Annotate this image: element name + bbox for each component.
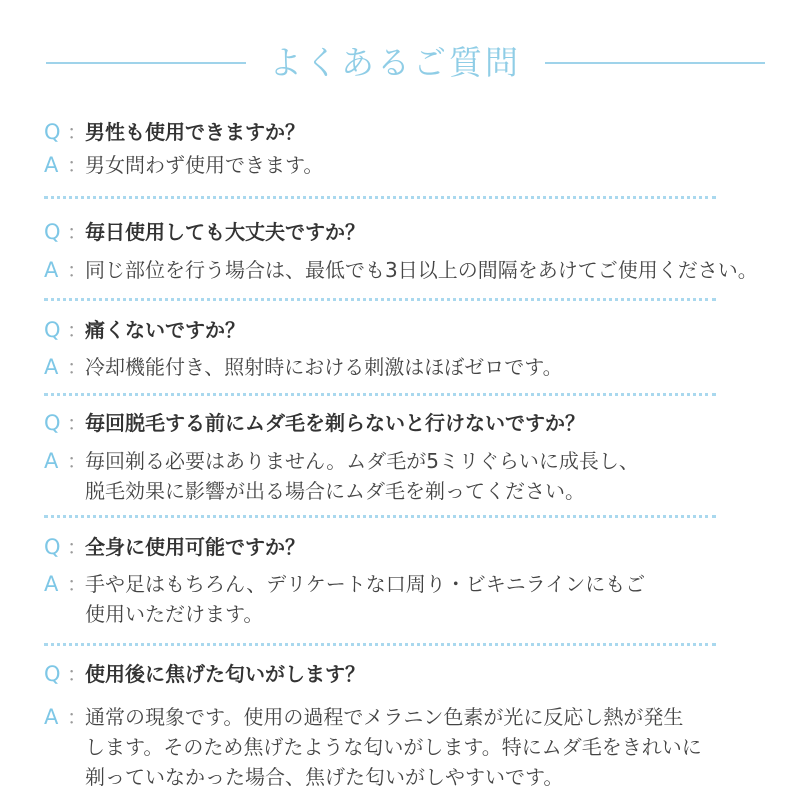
answer-colon: ： [67, 153, 87, 177]
question-marker: Q [44, 411, 61, 435]
question-text: 毎日使用しても大丈夫ですか？ [85, 220, 365, 244]
question-text: 使用後に焦げた匂いがします？ [85, 662, 365, 686]
question-text: 全身に使用可能ですか？ [85, 535, 305, 559]
question-colon: ： [67, 120, 87, 144]
answer-marker: A [44, 355, 59, 379]
question-text: 男性も使用できますか？ [85, 120, 305, 144]
dotted-divider [44, 196, 716, 199]
answer-text: 毎回剃る必要はありません。ムダ毛が5ミリぐらいに成長し、 脱毛効果に影響が出る場合にムダ毛を剃ってください。 [85, 449, 639, 503]
faq-header [0, 38, 800, 88]
answer-colon: ： [67, 355, 87, 379]
question-colon: ： [67, 535, 87, 559]
header-right-rule [545, 62, 765, 64]
dotted-divider [44, 393, 716, 396]
question-marker: Q [44, 662, 61, 686]
question-marker: Q [44, 318, 61, 342]
dotted-divider [44, 298, 716, 301]
answer-marker: A [44, 449, 59, 473]
page-title: よくあるご質問 [269, 43, 521, 82]
answer-text: 通常の現象です。使用の過程でメラニン色素が光に反応し熱が発生 します。そのため焦げたような匂いがします。特にムダ毛をきれいに 剃っていなかった場合、焦げた匂いがしやすいです。 [85, 705, 702, 789]
answer-marker: A [44, 705, 59, 729]
answer-marker: A [44, 153, 59, 177]
header-left-rule [46, 62, 246, 64]
dotted-divider [44, 643, 716, 646]
answer-text: 男女問わず使用できます。 [85, 153, 324, 177]
question-marker: Q [44, 220, 61, 244]
answer-colon: ： [67, 705, 87, 729]
answer-colon: ： [67, 258, 87, 282]
question-colon: ： [67, 411, 87, 435]
question-text: 毎回脱毛する前にムダ毛を剃らないと行けないですか？ [85, 411, 585, 435]
question-marker: Q [44, 535, 61, 559]
answer-text: 同じ部位を行う場合は、最低でも3日以上の間隔をあけてご使用ください。 [85, 258, 758, 282]
answer-text: 冷却機能付き、照射時における刺激はほぼゼロです。 [85, 355, 563, 379]
answer-text: 手や足はもちろん、デリケートな口周り・ビキニラインにもご 使用いただけます。 [85, 572, 646, 626]
answer-marker: A [44, 572, 59, 596]
answer-marker: A [44, 258, 59, 282]
question-marker: Q [44, 120, 61, 144]
answer-colon: ： [67, 449, 87, 473]
answer-colon: ： [67, 572, 87, 596]
dotted-divider [44, 515, 716, 518]
question-text: 痛くないですか？ [85, 318, 245, 342]
question-colon: ： [67, 318, 87, 342]
question-colon: ： [67, 220, 87, 244]
question-colon: ： [67, 662, 87, 686]
